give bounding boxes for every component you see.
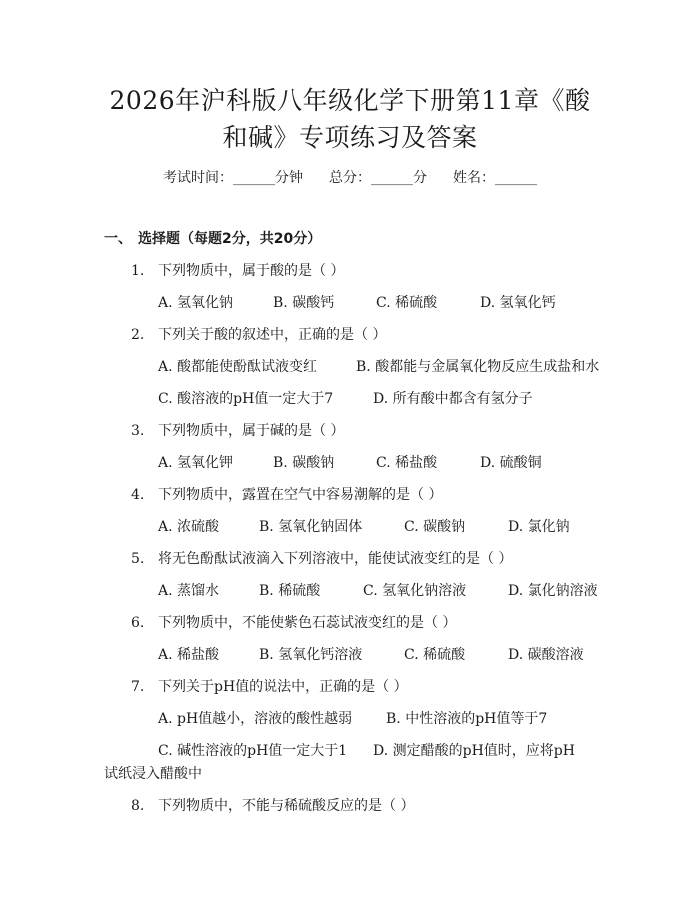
option-a: A. 浓硫酸 — [158, 519, 220, 535]
option-b: B. 氢氧化钙溶液 — [259, 647, 363, 663]
section-title: 选择题（每题2分，共20分） — [138, 231, 322, 247]
option-b: B. 酸都能与金属氧化物反应生成盐和水 — [356, 359, 600, 375]
section-number: 一、 — [104, 231, 132, 247]
question-3 — [131, 420, 344, 440]
option-b: B. 中性溶液的pH值等于7 — [386, 711, 548, 727]
document-title-line-1: 2026年沪科版八年级化学下册第11章《酸 — [109, 86, 591, 115]
section-heading — [104, 228, 321, 248]
question-text: 下列关于pH值的说法中，正确的是（ ） — [158, 679, 408, 695]
question-1 — [131, 260, 344, 280]
question-7 — [131, 676, 408, 696]
option-c: C. 氢氧化钠溶液 — [363, 583, 467, 599]
exam-info — [0, 167, 700, 187]
question-number: 5. — [131, 551, 145, 567]
option-d: D. 氢氧化钙 — [480, 295, 556, 311]
question-text: 下列物质中，露置在空气中容易潮解的是（ ） — [158, 487, 443, 503]
option-a: A. pH值越小，溶液的酸性越弱 — [158, 711, 353, 727]
option-c: C. 稀盐酸 — [376, 455, 438, 471]
question-number: 6. — [131, 615, 145, 631]
option-c: C. 稀硫酸 — [404, 647, 466, 663]
document-title-line-2: 和碱》专项练习及答案 — [222, 123, 478, 152]
option-c: C. 稀硫酸 — [376, 295, 438, 311]
option-a: A. 酸都能使酚酞试液变红 — [158, 359, 318, 375]
question-2 — [131, 324, 386, 344]
exam-time-field: 考试时间：______分钟 — [163, 170, 303, 186]
option-b: B. 碳酸钠 — [273, 455, 335, 471]
option-d: D. 硫酸铜 — [480, 455, 542, 471]
question-number: 7. — [131, 679, 145, 695]
question-8 — [131, 795, 414, 815]
option-d: D. 氯化钠溶液 — [508, 583, 598, 599]
question-number: 8. — [131, 798, 145, 814]
option-a: A. 稀盐酸 — [158, 647, 220, 663]
option-c: C. 碱性溶液的pH值一定大于1 — [158, 743, 348, 759]
question-number: 2. — [131, 327, 145, 343]
option-d: D. 氯化钠 — [508, 519, 570, 535]
option-d: D. 所有酸中都含有氢分子 — [373, 391, 533, 407]
option-d: D. 测定醋酸的pH值时，应将pH — [373, 743, 575, 759]
question-text: 下列物质中，属于酸的是（ ） — [158, 263, 345, 279]
question-text: 下列物质中，不能使紫色石蕊试液变红的是（ ） — [158, 615, 457, 631]
question-6 — [131, 612, 456, 632]
total-score-field: 总分：______分 — [329, 170, 427, 186]
option-c: C. 酸溶液的pH值一定大于7 — [158, 391, 334, 407]
option-a: A. 氢氧化钠 — [158, 295, 234, 311]
option-d: D. 碳酸溶液 — [508, 647, 584, 663]
option-a: A. 氢氧化钾 — [158, 455, 234, 471]
option-c: C. 碳酸钠 — [404, 519, 466, 535]
option-a: A. 蒸馏水 — [158, 583, 220, 599]
question-text: 下列关于酸的叙述中，正确的是（ ） — [158, 327, 387, 343]
question-text: 下列物质中，属于碱的是（ ） — [158, 423, 345, 439]
question-5 — [131, 548, 512, 568]
question-text: 将无色酚酞试液滴入下列溶液中，能使试液变红的是（ ） — [158, 551, 513, 567]
question-text: 下列物质中，不能与稀硫酸反应的是（ ） — [158, 798, 415, 814]
option-d-continuation: 试纸浸入醋酸中 — [104, 766, 202, 782]
question-number: 4. — [131, 487, 145, 503]
question-number: 3. — [131, 423, 145, 439]
option-b: B. 稀硫酸 — [259, 583, 321, 599]
question-number: 1. — [131, 263, 145, 279]
student-name-field: 姓名：______ — [453, 170, 537, 186]
option-b: B. 氢氧化钠固体 — [259, 519, 363, 535]
question-4 — [131, 484, 442, 504]
option-b: B. 碳酸钙 — [273, 295, 335, 311]
